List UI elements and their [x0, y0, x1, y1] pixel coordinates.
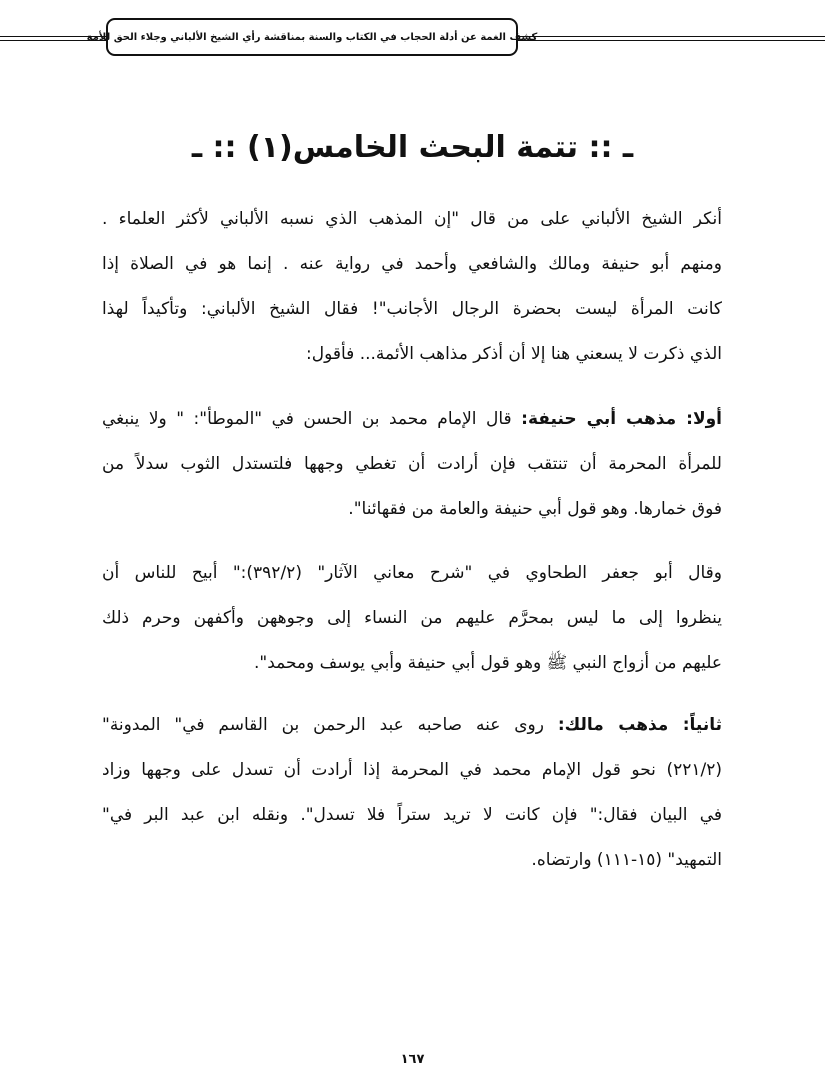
running-header — [86, 18, 538, 56]
text-line: أنكر الشيخ الألباني على من قال "إن المذهب الذي نسبه الألباني لأكثر العلماء . — [102, 209, 722, 229]
text-line: في البيان فقال:" فإن كانت لا تريد ستراً فلا تسدل". ونقله ابن عبد البر في" — [102, 805, 722, 825]
text-line-content: قال الإمام محمد بن الحسن في "الموطأ": " ولا ينبغي — [102, 409, 512, 429]
text-line: وقال أبو جعفر الطحاوي في "شرح معاني الآثار" (٣٩٢/٢):" أبيح للناس أن — [102, 563, 722, 583]
text-line: (٢٢١/٢) نحو قول الإمام محمد في المحرمة إذا أرادت أن تسدل على وجهها وزاد — [102, 760, 722, 780]
maliki-paragraph — [102, 703, 722, 883]
text-line: التمهيد" (١٥-١١١) وارتضاه. — [531, 850, 722, 870]
text-line-content: روى عنه صاحبه عبد الرحمن بن القاسم في" المدونة" — [102, 715, 544, 735]
running-header-title: كشف الغمة عن أدلة الحجاب في الكتاب والسنة بمناقشة رأي الشيخ الألباني وجلاء الحق للأمة — [86, 31, 538, 43]
text-line: ومنهم أبو حنيفة ومالك والشافعي وأحمد في رواية عنه . إنما هو في الصلاة إذا — [102, 254, 722, 274]
paragraph-lead: أولا: مذهب أبي حنيفة: — [521, 409, 723, 429]
text-line — [102, 703, 722, 748]
text-line — [102, 397, 722, 442]
text-line: كانت المرأة ليست بحضرة الرجال الأجانب"! فقال الشيخ الألباني: وتأكيداً لهذا — [102, 299, 722, 319]
text-line: ينظروا إلى ما ليس بمحرَّم عليهم من النساء إلى وجوههن وأكفهن وحرم ذلك — [102, 608, 722, 628]
text-line: عليهم من أزواج النبي ﷺ وهو قول أبي حنيفة وأبي يوسف ومحمد". — [253, 653, 722, 673]
hanafi-paragraph — [102, 397, 722, 532]
intro-paragraph — [102, 197, 722, 377]
text-line: الذي ذكرت لا يسعني هنا إلا أن أذكر مذاهب الأئمة... فأقول: — [306, 344, 722, 364]
section-title: ـ :: تتمة البحث الخامس(١) :: ـ — [191, 130, 634, 165]
text-line: للمرأة المحرمة أن تنتقب فإن أرادت أن تغطي وجهها فلتستدل الثوب سدلاً من — [102, 454, 722, 474]
page-number: ١٦٧ — [400, 1052, 425, 1067]
text-line: فوق خمارها. وهو قول أبي حنيفة والعامة من فقهائنا". — [348, 499, 722, 519]
paragraph-lead: ثانياً: مذهب مالك: — [557, 715, 723, 735]
tahawi-paragraph — [102, 551, 722, 686]
